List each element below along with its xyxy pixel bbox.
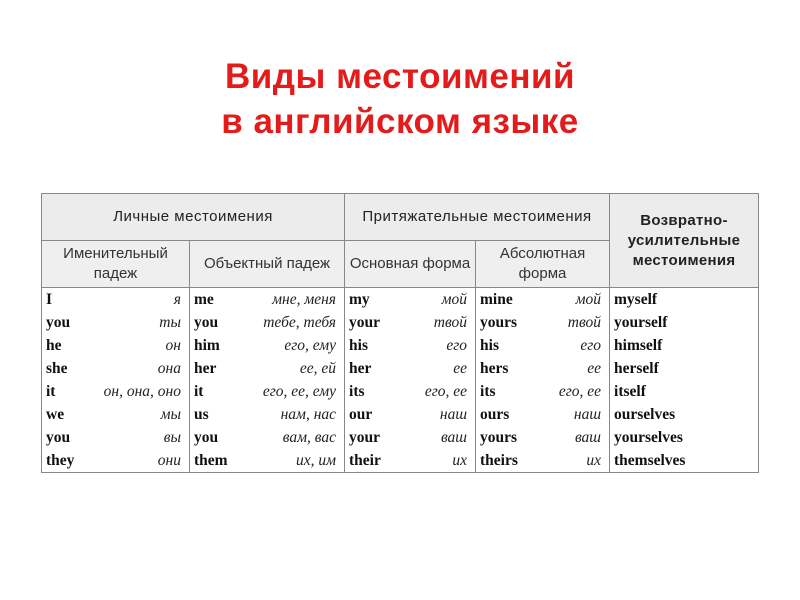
russian-translation: твой bbox=[567, 314, 602, 331]
english-pronoun: our bbox=[349, 406, 373, 423]
english-pronoun: you bbox=[46, 429, 71, 446]
english-pronoun: he bbox=[46, 337, 62, 354]
english-pronoun: me bbox=[194, 291, 214, 308]
pronoun-row bbox=[190, 426, 344, 449]
english-pronoun: itself bbox=[614, 383, 646, 400]
russian-translation: их bbox=[586, 452, 602, 469]
english-pronoun: you bbox=[46, 314, 71, 331]
subheader-nominative: Именительный падеж bbox=[42, 241, 190, 288]
pronoun-row bbox=[610, 288, 758, 311]
english-pronoun: hers bbox=[480, 360, 509, 377]
english-pronoun: she bbox=[46, 360, 68, 377]
pronoun-row bbox=[190, 288, 344, 311]
pronoun-row bbox=[345, 449, 475, 472]
english-pronoun: themselves bbox=[614, 452, 686, 469]
pronoun-row bbox=[190, 449, 344, 472]
russian-translation: их bbox=[452, 452, 468, 469]
english-pronoun: them bbox=[194, 452, 228, 469]
pronoun-row bbox=[345, 403, 475, 426]
english-pronoun: its bbox=[480, 383, 496, 400]
pronoun-row bbox=[190, 311, 344, 334]
pronoun-row bbox=[345, 311, 475, 334]
russian-translation: ее bbox=[453, 360, 468, 377]
english-pronoun: his bbox=[480, 337, 499, 354]
russian-translation: твой bbox=[433, 314, 468, 331]
russian-translation: вы bbox=[163, 429, 181, 446]
english-pronoun: myself bbox=[614, 291, 658, 308]
column-reflexive bbox=[610, 288, 759, 473]
russian-translation: его, ее, ему bbox=[262, 383, 337, 400]
pronoun-row bbox=[42, 403, 189, 426]
header-possessive: Притяжательные местоимения bbox=[345, 194, 610, 241]
english-pronoun: you bbox=[194, 314, 219, 331]
column-basic bbox=[345, 288, 476, 473]
russian-translation: ваш bbox=[574, 429, 602, 446]
pronoun-row bbox=[42, 334, 189, 357]
russian-translation: его, ее bbox=[558, 383, 602, 400]
header-personal: Личные местоимения bbox=[42, 194, 345, 241]
pronoun-row bbox=[345, 380, 475, 403]
title-line-1: Виды местоимений bbox=[224, 57, 576, 96]
english-pronoun: ourselves bbox=[614, 406, 676, 423]
pronoun-row bbox=[476, 403, 609, 426]
russian-translation: ее bbox=[587, 360, 602, 377]
russian-translation: мой bbox=[575, 291, 602, 308]
column-objective bbox=[190, 288, 345, 473]
pronoun-row bbox=[476, 288, 609, 311]
english-pronoun: herself bbox=[614, 360, 659, 377]
russian-translation: я bbox=[173, 291, 181, 308]
english-pronoun: us bbox=[194, 406, 209, 423]
russian-translation: вам, вас bbox=[282, 429, 337, 446]
english-pronoun: yours bbox=[480, 429, 518, 446]
russian-translation: ты bbox=[159, 314, 181, 331]
title-line-2: в английском языке bbox=[221, 102, 579, 141]
russian-translation: наш bbox=[573, 406, 602, 423]
russian-translation: мой bbox=[441, 291, 468, 308]
english-pronoun: yourselves bbox=[614, 429, 683, 446]
pronoun-row bbox=[42, 288, 189, 311]
english-pronoun: my bbox=[349, 291, 370, 308]
pronoun-row bbox=[190, 334, 344, 357]
pronoun-row bbox=[345, 426, 475, 449]
russian-translation: они bbox=[157, 452, 181, 469]
pronoun-row bbox=[42, 380, 189, 403]
russian-translation: наш bbox=[439, 406, 468, 423]
english-pronoun: it bbox=[46, 383, 56, 400]
english-pronoun: theirs bbox=[480, 452, 518, 469]
english-pronoun: your bbox=[349, 429, 381, 446]
pronoun-row bbox=[610, 311, 758, 334]
russian-translation: его, ему bbox=[284, 337, 337, 354]
pronoun-row bbox=[610, 334, 758, 357]
column-absolute bbox=[476, 288, 610, 473]
russian-translation: мы bbox=[160, 406, 181, 423]
russian-translation: ее, ей bbox=[299, 360, 337, 377]
english-pronoun: his bbox=[349, 337, 368, 354]
pronoun-row bbox=[190, 403, 344, 426]
subheader-objective: Объектный падеж bbox=[190, 241, 345, 288]
english-pronoun: himself bbox=[614, 337, 663, 354]
pronoun-row bbox=[42, 311, 189, 334]
column-nominative bbox=[42, 288, 190, 473]
english-pronoun: we bbox=[46, 406, 65, 423]
pronoun-row bbox=[476, 334, 609, 357]
pronoun-row bbox=[190, 380, 344, 403]
pronoun-table bbox=[41, 193, 759, 473]
russian-translation: его, ее bbox=[424, 383, 468, 400]
pronoun-row bbox=[42, 357, 189, 380]
english-pronoun: its bbox=[349, 383, 365, 400]
russian-translation: мне, меня bbox=[272, 291, 337, 308]
pronoun-row bbox=[42, 426, 189, 449]
english-pronoun: yourself bbox=[614, 314, 668, 331]
english-pronoun: it bbox=[194, 383, 204, 400]
pronoun-row bbox=[345, 334, 475, 357]
russian-translation: она bbox=[157, 360, 181, 377]
english-pronoun: they bbox=[46, 452, 75, 469]
pronoun-row bbox=[610, 403, 758, 426]
pronoun-row bbox=[476, 426, 609, 449]
russian-translation: его bbox=[580, 337, 602, 354]
pronoun-row bbox=[476, 449, 609, 472]
english-pronoun: her bbox=[349, 360, 372, 377]
subheader-absolute: Абсолютная форма bbox=[476, 241, 610, 288]
english-pronoun: you bbox=[194, 429, 219, 446]
pronoun-row bbox=[610, 426, 758, 449]
pronoun-row bbox=[476, 357, 609, 380]
english-pronoun: mine bbox=[480, 291, 513, 308]
pronoun-row bbox=[345, 357, 475, 380]
pronoun-row bbox=[42, 449, 189, 472]
pronoun-row bbox=[610, 449, 758, 472]
pronoun-row bbox=[476, 311, 609, 334]
english-pronoun: your bbox=[349, 314, 381, 331]
russian-translation: ваш bbox=[440, 429, 468, 446]
pronoun-row bbox=[345, 288, 475, 311]
russian-translation: их, им bbox=[295, 452, 337, 469]
russian-translation: тебе, тебя bbox=[263, 314, 337, 331]
russian-translation: он bbox=[165, 337, 181, 354]
page-title bbox=[0, 54, 800, 144]
russian-translation: нам, нас bbox=[280, 406, 337, 423]
english-pronoun: I bbox=[46, 291, 53, 308]
english-pronoun: yours bbox=[480, 314, 518, 331]
pronoun-row bbox=[610, 380, 758, 403]
header-reflexive: Возвратно-усилительные местоимения bbox=[610, 194, 759, 288]
russian-translation: он, она, оно bbox=[103, 383, 181, 400]
english-pronoun: their bbox=[349, 452, 381, 469]
pronoun-row bbox=[610, 357, 758, 380]
pronoun-row bbox=[190, 357, 344, 380]
pronoun-row bbox=[476, 380, 609, 403]
subheader-basic: Основная форма bbox=[345, 241, 476, 288]
english-pronoun: ours bbox=[480, 406, 510, 423]
english-pronoun: him bbox=[194, 337, 220, 354]
english-pronoun: her bbox=[194, 360, 217, 377]
russian-translation: его bbox=[446, 337, 468, 354]
